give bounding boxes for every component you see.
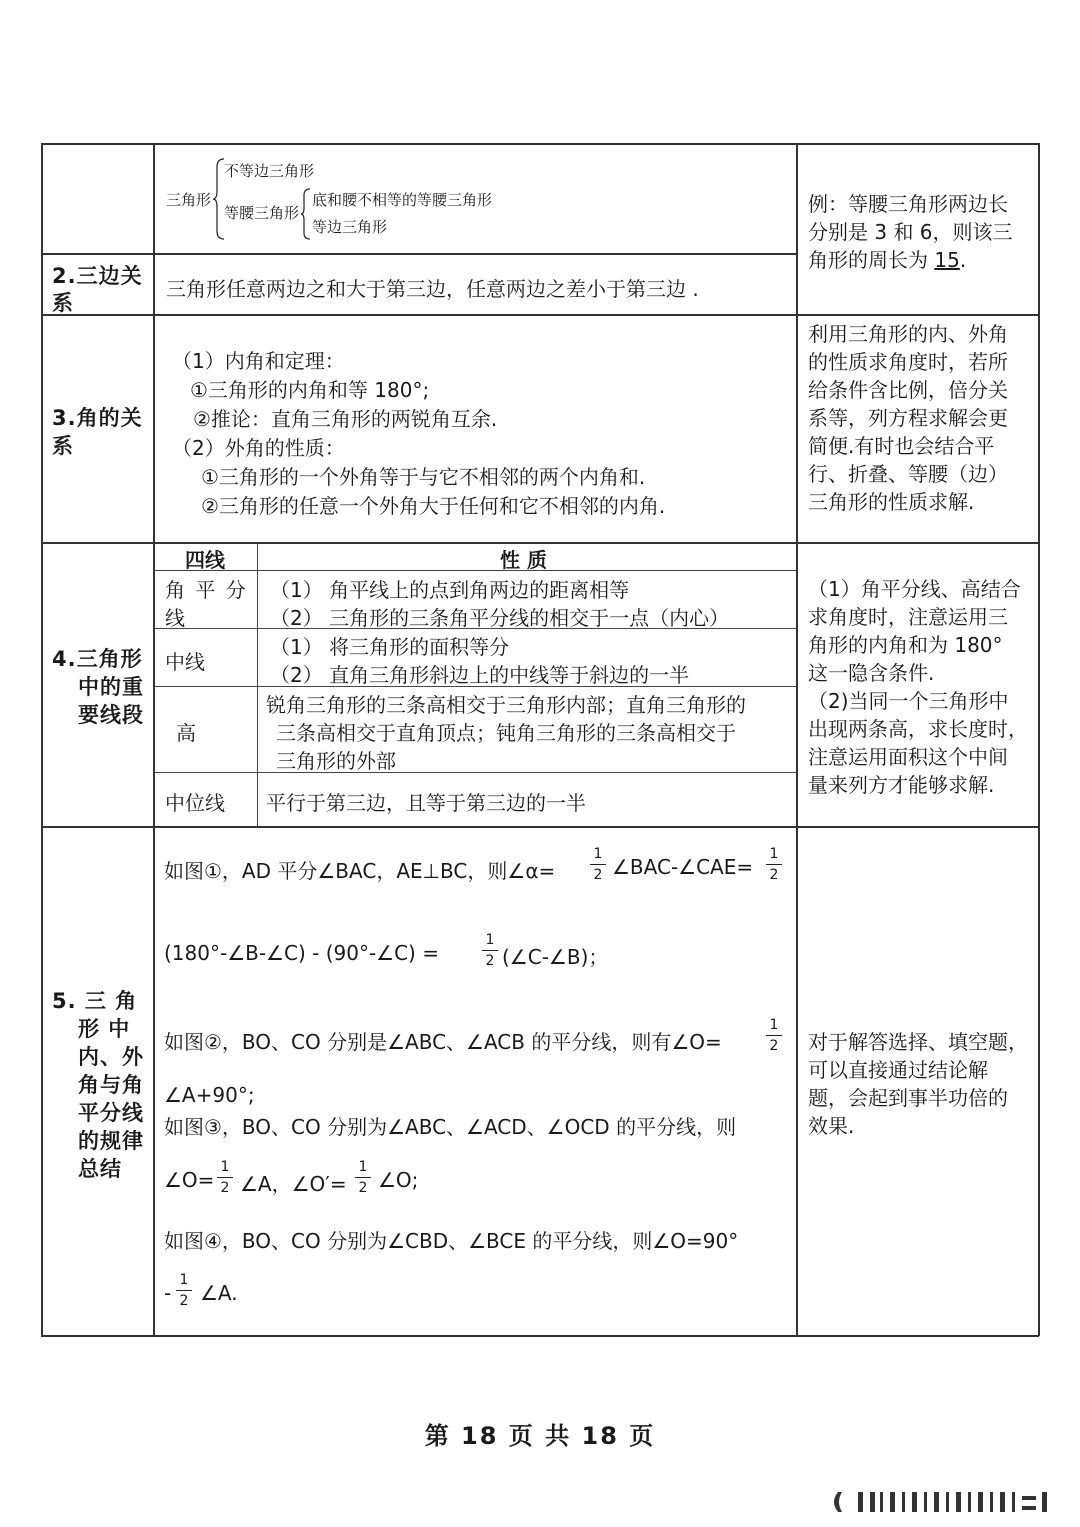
rule-text: ∠A. xyxy=(200,1281,238,1305)
row-label: 系 xyxy=(52,434,74,458)
fraction: 1 2 xyxy=(217,1159,233,1196)
note-line: 对于解答选择、填空题， xyxy=(808,1030,1028,1054)
fraction: 1 2 xyxy=(355,1159,371,1196)
fraction: 1 2 xyxy=(766,846,782,883)
note-line: （2)当同一个三角形中 xyxy=(808,689,1009,713)
note-line: 给条件含比例，倍分关 xyxy=(808,378,1008,402)
rule-text: ∠A，∠O′= xyxy=(240,1172,347,1196)
line-name: 中线 xyxy=(165,650,205,674)
answer-value: 15 xyxy=(934,248,960,272)
fraction: 1 2 xyxy=(590,846,606,883)
row-label: 平分线 xyxy=(78,1101,144,1125)
note-line: 量来列方才能够求解. xyxy=(808,773,995,797)
rule-text: - xyxy=(164,1281,172,1305)
line-name: 中位线 xyxy=(165,791,225,815)
note-line: 角形的内角和为 180° xyxy=(808,633,1003,657)
note-line: （1）角平分线、高结合 xyxy=(808,577,1021,601)
property-line: （2） 直角三角形斜边上的中线等于斜边的一半 xyxy=(270,663,690,687)
example-line: 分别是 3 和 6，则该三 xyxy=(808,220,1013,244)
property-line: 三角形的外部 xyxy=(276,749,396,773)
row-label: 形 中 xyxy=(78,1017,131,1041)
column-header: 四线 xyxy=(185,548,225,572)
fraction: 1 2 xyxy=(176,1272,192,1309)
property-line: （1） 角平线上的点到角两边的距离相等 xyxy=(270,578,630,602)
row-label: 5. 三 角 xyxy=(52,989,138,1013)
tree-leaf-nonequilateral: 底和腰不相等的等腰三角形 xyxy=(312,191,493,209)
note-line: 可以直接通过结论解 xyxy=(808,1058,988,1082)
content-line: （2）外角的性质： xyxy=(172,436,345,460)
tree-branch-scalene: 不等边三角形 xyxy=(224,162,315,180)
note-line: 出现两条高，求长度时， xyxy=(808,717,1028,741)
row-label: 内、外 xyxy=(78,1045,144,1069)
row-label: 总结 xyxy=(78,1157,122,1181)
row-label: 的规律 xyxy=(78,1129,144,1153)
line-name: 角 平 分 xyxy=(165,578,248,602)
line-name: 高 xyxy=(176,721,196,745)
note-line: 系等，列方程求解会更 xyxy=(808,406,1008,430)
rule-text: (∠C-∠B)； xyxy=(502,945,609,969)
row-label: 要线段 xyxy=(78,703,144,727)
rule-text: 如图③，BO、CO 分别为∠ABC、∠ACD、∠OCD 的平分线，则 xyxy=(164,1115,737,1139)
rule-text: ∠O; xyxy=(378,1168,419,1192)
watermark-icon xyxy=(828,1488,1058,1516)
triangle-inequality: 三角形任意两边之和大于第三边，任意两边之差小于第三边 . xyxy=(166,277,699,301)
row-label: 3.角的关 xyxy=(52,406,143,430)
note-line: 行、折叠、等腰（边） xyxy=(808,462,1008,486)
fraction: 1 2 xyxy=(766,1017,782,1054)
note-line: 这一隐含条件. xyxy=(808,661,935,685)
property-line: 平行于第三边，且等于第三边的一半 xyxy=(266,791,586,815)
row-label: 2.三边关 xyxy=(52,264,143,288)
row-label: 角与角 xyxy=(78,1073,144,1097)
note-line: 利用三角形的内、外角 xyxy=(808,322,1008,346)
fraction: 1 2 xyxy=(482,932,498,969)
property-line: 三条高相交于直角顶点；钝角三角形的三条高相交于 xyxy=(276,721,736,745)
property-line: 锐角三角形的三条高相交于三角形内部；直角三角形的 xyxy=(266,693,746,717)
row-label: 系 xyxy=(52,291,74,315)
line-name: 线 xyxy=(165,606,185,630)
rule-text: ∠BAC-∠CAE= xyxy=(612,855,754,879)
tree-root: 三角形 xyxy=(166,191,212,209)
property-line: （2） 三角形的三条角平分线的相交于一点（内心） xyxy=(270,606,730,630)
content-line: ②三角形的任意一个外角大于任何和它不相邻的内角. xyxy=(201,494,666,518)
brace-icon xyxy=(300,188,312,240)
rule-text: (180°-∠B-∠C) - (90°-∠C) = xyxy=(164,941,439,965)
note-line: 的性质求角度时，若所 xyxy=(808,350,1008,374)
example-line: 例：等腰三角形两边长 xyxy=(808,192,1008,216)
column-header: 性 质 xyxy=(500,548,547,572)
row-label: 中的重 xyxy=(78,675,144,699)
row-label: 4.三角形 xyxy=(52,647,143,671)
note-line: 简便.有时也会结合平 xyxy=(808,434,995,458)
content-line: ①三角形的内角和等 180°; xyxy=(190,378,430,402)
content-line: （1）内角和定理： xyxy=(172,349,345,373)
note-line: 题，会起到事半功倍的 xyxy=(808,1086,1008,1110)
content-line: ②推论：直角三角形的两锐角互余. xyxy=(193,407,498,431)
example-line: 角形的周长为 15. xyxy=(808,248,967,272)
property-line: （1） 将三角形的面积等分 xyxy=(270,635,510,659)
tree-leaf-equilateral: 等边三角形 xyxy=(312,218,388,236)
note-line: 三角形的性质求解. xyxy=(808,490,975,514)
note-line: 求角度时，注意运用三 xyxy=(808,605,1008,629)
content-line: ①三角形的一个外角等于与它不相邻的两个内角和. xyxy=(201,465,646,489)
page-number: 第 18 页 共 18 页 xyxy=(424,1422,656,1450)
rule-text: 如图①，AD 平分∠BAC，AE⊥BC，则∠α= xyxy=(164,859,556,883)
rule-text: 如图④，BO、CO 分别为∠CBD、∠BCE 的平分线，则∠O=90° xyxy=(164,1229,739,1253)
rule-text: ∠A+90°; xyxy=(164,1083,255,1107)
tree-branch-isosceles: 等腰三角形 xyxy=(224,204,300,222)
note-line: 注意运用面积这个中间 xyxy=(808,745,1008,769)
rule-text: ∠O= xyxy=(164,1168,215,1192)
rule-text: 如图②，BO、CO 分别是∠ABC、∠ACB 的平分线，则有∠O= xyxy=(164,1030,722,1054)
note-line: 效果. xyxy=(808,1114,855,1138)
